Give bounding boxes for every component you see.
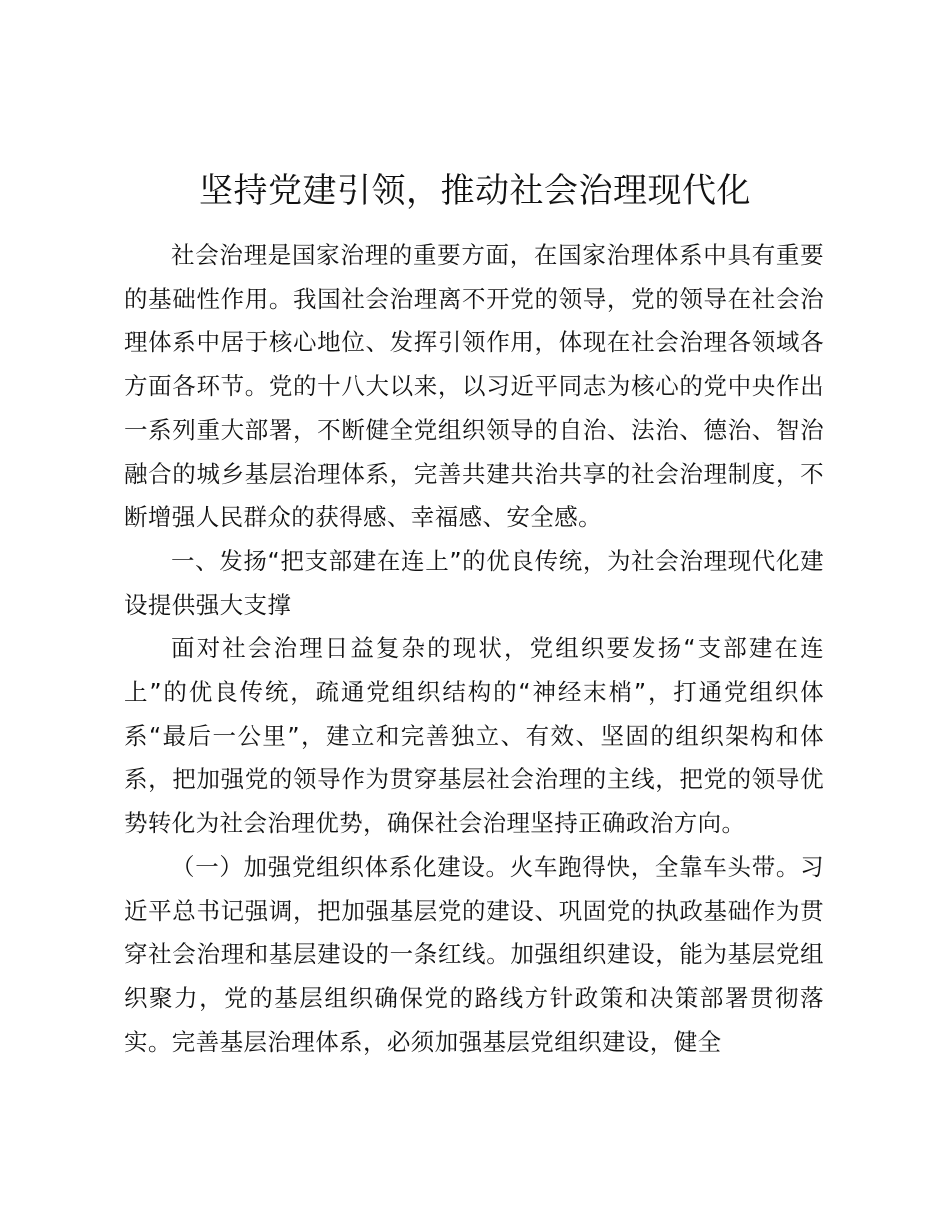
paragraph-intro: 社会治理是国家治理的重要方面，在国家治理体系中具有重要的基础性作用。我国社会治理离不开党的领导，党的领导在社会治理体系中居于核心地位、发挥引领作用，体现在社会治理各领域各方面各环节。党的十八大以来，以习近平同志为核心的党中央作出一系列重大部署，不断健全党组织领导的自治、法治、德治、智治融合的城乡基层治理体系，完善共建共治共享的社会治理制度，不断增强人民群众的获得感、幸福感、安全感。 (124, 241, 824, 532)
section-heading-1: 一、发扬“把支部建在连上”的优良传统，为社会治理现代化建设提供强大支撑 (124, 546, 824, 619)
document-body (124, 234, 824, 1064)
paragraph-section-1: 面对社会治理日益复杂的现状，党组织要发扬“支部建在连上”的优良传统，疏通党组织结构的“神经末梢”，打通党组织体系“最后一公里”，建立和完善独立、有效、坚固的组织架构和体系，把加强党的领导作为贯穿基层社会治理的主线，把党的领导优势转化为社会治理优势，确保社会治理坚持正确政治方向。 (124, 634, 824, 838)
paragraph-subsection-1: （一）加强党组织体系化建设。火车跑得快，全靠车头带。习近平总书记强调，把加强基层党的建设、巩固党的执政基础作为贯穿社会治理和基层建设的一条红线。加强组织建设，能为基层党组织聚力，党的基层组织确保党的路线方针政策和决策部署贯彻落实。完善基层治理体系，必须加强基层党组织建设，健全 (124, 852, 824, 1056)
document-title: 坚持党建引领，推动社会治理现代化 (199, 171, 751, 211)
